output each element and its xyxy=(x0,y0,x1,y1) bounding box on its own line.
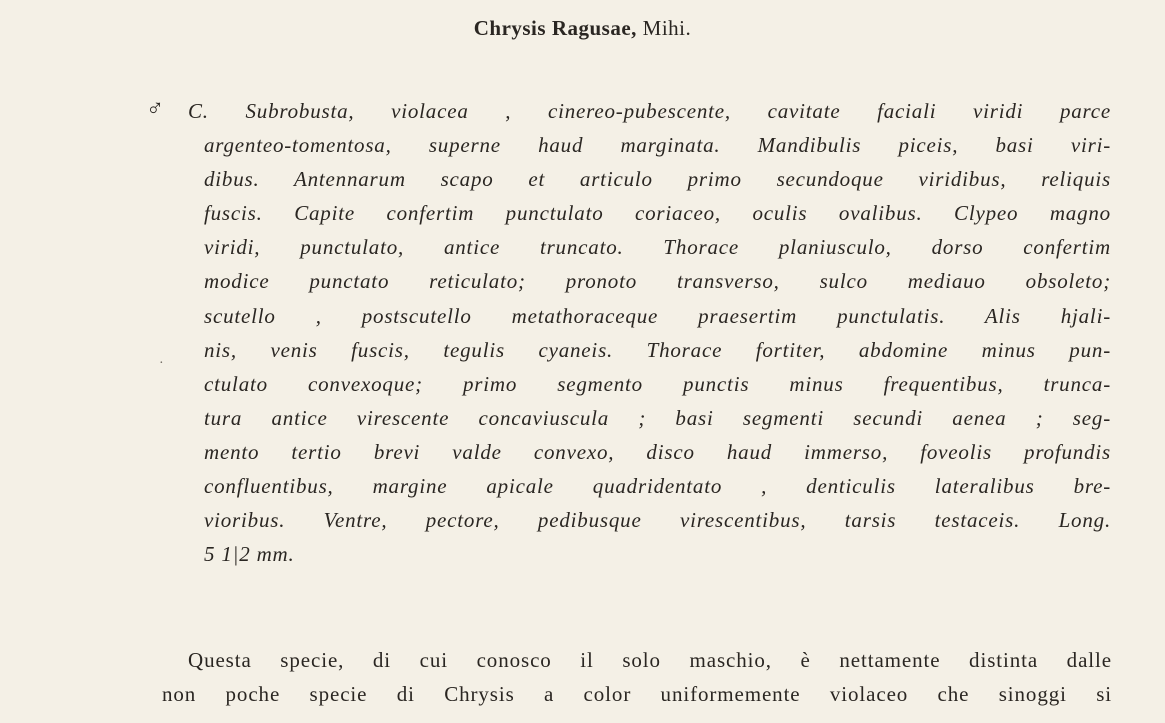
description-line-14: 5 1|2 mm. xyxy=(204,542,295,567)
heading-genus: Chrysis xyxy=(473,16,547,40)
male-symbol: ♂ xyxy=(146,96,164,122)
body-paragraph xyxy=(162,643,1112,711)
margin-mark: · xyxy=(159,356,164,371)
description-line-11: mento tertio brevi valde convexo, disco haud immerso, foveolis profundis xyxy=(204,439,1111,464)
paragraph-line-1: Questa specie, di cui conosco il solo maschio, è nettamente distinta dalle xyxy=(188,648,1112,672)
heading-species: Ragusae, xyxy=(551,16,637,40)
description-line-5: viridi, punctulato, antice truncato. Thorace planiusculo, dorso confertim xyxy=(204,235,1111,260)
description-line-2: argenteo-tomentosa, superne haud marginata. Mandibulis piceis, basi viri- xyxy=(204,133,1111,158)
description-line-12: confluentibus, margine apicale quadridentato , denticulis lateralibus bre- xyxy=(204,474,1111,499)
description-line-9: ctulato convexoque; primo segmento punctis minus frequentibus, trunca- xyxy=(204,371,1111,396)
description-line-8: nis, venis fuscis, tegulis cyaneis. Thorace fortiter, abdomine minus pun- xyxy=(204,337,1111,362)
description-line-7: scutello , postscutello metathoraceque praesertim punctulatis. Alis hjali- xyxy=(204,303,1111,328)
heading-author: Mihi. xyxy=(642,16,692,40)
description-line-4: fuscis. Capite confertim punctulato coriaceo, oculis ovalibus. Clypeo magno xyxy=(204,201,1111,226)
species-description xyxy=(204,94,1111,571)
description-line-1: C. Subrobusta, violacea , cinereo-pubescente, cavitate faciali viridi parce xyxy=(188,99,1111,123)
paragraph-line-2: non poche specie di Chrysis a color uniformemente violaceo che sinoggi si xyxy=(162,682,1112,706)
description-line-10: tura antice virescente concaviuscula ; basi segmenti secundi aenea ; seg- xyxy=(204,405,1111,430)
description-line-3: dibus. Antennarum scapo et articulo primo secundoque viridibus, reliquis xyxy=(204,167,1111,192)
description-line-13: vioribus. Ventre, pectore, pedibusque virescentibus, tarsis testaceis. Long. xyxy=(204,508,1111,533)
description-line-6: modice punctato reticulato; pronoto transverso, sulco mediauo obsoleto; xyxy=(204,269,1111,294)
species-heading xyxy=(0,16,1165,41)
